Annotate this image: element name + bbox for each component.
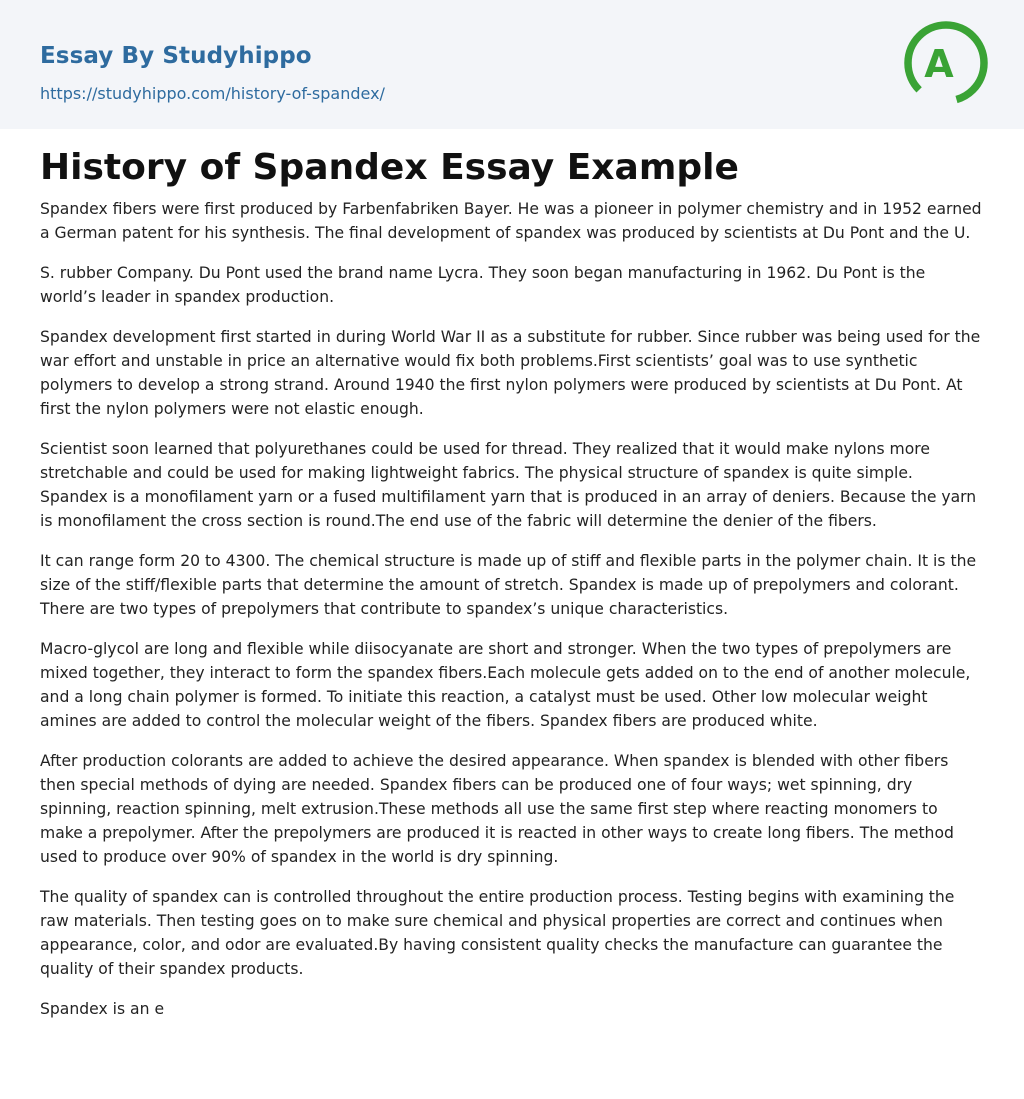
essay-paragraph: Spandex is an e [40, 1000, 165, 1018]
logo-letter: A [924, 42, 954, 86]
studyhippo-logo-icon[interactable] [896, 17, 988, 109]
essay-body [0, 129, 1024, 1021]
essay-paragraph: Spandex fibers were first produced by Farbenfabriken Bayer. He was a pioneer in polymer chemistry and in 1952 earned a German patent for his synthesis. The final development of spandex was produced by scientists at Du Pont and the U. [40, 200, 982, 242]
essay-paragraph: Scientist soon learned that polyurethanes could be used for thread. They realized that it would make nylons more stretchable and could be used for making lightweight fabrics. The physical structure of spandex is quite simple. Spandex is a monofilament yarn or a fused multifilament yarn that is produced in an array of deniers. Because the yarn is monofilament the cross section is round.The end use of the fabric will determine the denier of the fibers. [40, 440, 977, 530]
essay-paragraph: After production colorants are added to achieve the desired appearance. When spandex is blended with other fibers then special methods of dying are needed. Spandex fibers can be produced one of four ways; wet spinning, dry spinning, reaction spinning, melt extrusion.These methods all use the same first step where reacting monomers to make a prepolymer. After the prepolymers are produced it is reacted in other ways to create long fibers. The method used to produce over 90% of spandex in the world is dry spinning. [40, 752, 954, 866]
essay-paragraph: S. rubber Company. Du Pont used the brand name Lycra. They soon began manufacturing in 1962. Du Pont is the world’s leader in spandex production. [40, 264, 926, 306]
essay-paragraph: It can range form 20 to 4300. The chemical structure is made up of stiff and flexible parts in the polymer chain. It is the size of the stiff/flexible parts that determine the amount of stretch. Spandex is made up of prepolymers and colorant. There are two types of prepolymers that contribute to spandex’s unique characteristics. [40, 552, 977, 618]
brand-title[interactable]: Essay By Studyhippo [40, 43, 312, 69]
essay-paragraph: Spandex development first started in during World War II as a substitute for rubber. Since rubber was being used for the war effort and unstable in price an alternative would fix both problems.First scientists’ goal was to use synthetic polymers to develop a strong strand. Around 1940 the first nylon polymers were produced by scientists at Du Pont. At first the nylon polymers were not elastic enough. [40, 328, 981, 418]
source-url-link[interactable]: https://studyhippo.com/history-of-spandex/ [40, 84, 385, 103]
essay-title: History of Spandex Essay Example [40, 147, 739, 188]
essay-paragraph: The quality of spandex can is controlled throughout the entire production process. Testing begins with examining the raw materials. Then testing goes on to make sure chemical and physical properties are correct and continues when appearance, color, and odor are evaluated.By having consistent quality checks the manufacture can guarantee the quality of their spandex products. [40, 888, 955, 978]
site-header [0, 0, 1024, 129]
essay-paragraph: Macro-glycol are long and flexible while diisocyanate are short and stronger. When the two types of prepolymers are mixed together, they interact to form the spandex fibers.Each molecule gets added on to the end of another molecule, and a long chain polymer is formed. To initiate this reaction, a catalyst must be used. Other low molecular weight amines are added to control the molecular weight of the fibers. Spandex fibers are produced white. [40, 640, 971, 730]
